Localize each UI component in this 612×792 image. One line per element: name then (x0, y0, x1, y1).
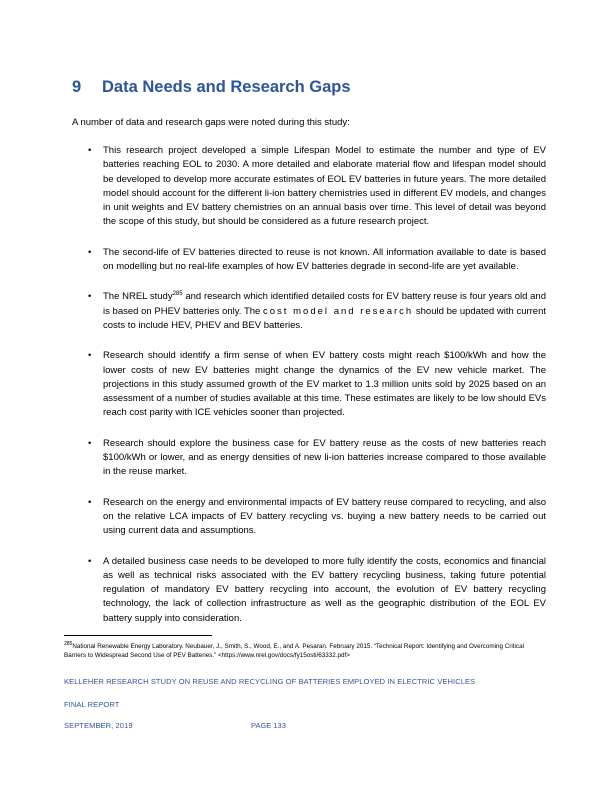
list-item-text: should be updated with current costs to include HEV, PHEV and BEV batteries. (103, 305, 547, 331)
bullet-glyph: • (88, 350, 92, 362)
running-footer-report: FINAL REPORT (64, 700, 120, 709)
section-heading (72, 78, 351, 97)
list-item (88, 246, 546, 275)
list-item (88, 437, 546, 480)
bullet-glyph: • (88, 291, 92, 303)
bullet-glyph: • (88, 437, 92, 449)
list-item (88, 496, 546, 539)
list-item (88, 349, 546, 420)
list-item (88, 555, 546, 626)
list-item-text: The second-life of EV batteries directed to reuse is not known. All information available to date is based on modelling but no real-life examples of how EV batteries degrade in second-life are yet available. (103, 246, 546, 273)
running-footer-title: KELLEHER RESEARCH STUDY ON REUSE AND RECYCLING OF BATTERIES EMPLOYED IN ELECTRIC VEHICLES (64, 677, 476, 686)
list-item-text: Research should identify a firm sense of when EV battery costs might reach $100/kWh and how the lower costs of new EV batteries might change the dynamics of the EV new vehicle market. The projections in this study assumed growth of the EV market to 1.3 million units sold by 2025 based on an assessment of a number of studies available at this time. These estimates are likely to be low should EVs reach cost parity with ICE vehicles sooner than projected. (103, 350, 546, 419)
running-footer-date: SEPTEMBER, 2019 (64, 721, 133, 730)
bullet-glyph: • (88, 496, 92, 508)
footnote-reference[interactable]: 285 (172, 291, 183, 298)
intro-paragraph: A number of data and research gaps were noted during this study: (72, 117, 350, 128)
research-gaps-list (88, 144, 546, 642)
list-item-text: Research should explore the business case for EV battery reuse as the costs of new batteries reach $100/kWh or lower, and as energy densities of new li-ion batteries increase compared to those available in the reuse market. (103, 437, 546, 478)
section-title: Data Needs and Research Gaps (102, 78, 351, 96)
page-number: PAGE 133 (251, 721, 286, 730)
list-item-text-spaced: cost model and research (263, 305, 414, 317)
list-item (88, 144, 546, 230)
footnote-number: 285 (64, 640, 73, 647)
footnote (64, 642, 544, 660)
footnote-text: National Renewable Energy Laboratory. Neubauer, J., Smith, S., Wood, E., and A. Pesaran. February 2015. “Technical Report: Identifying and Overcoming Critical Barriers to Widespread Second Use of PEV Batteries.” <https://www.nrel.gov/docs/fy15osti/63332.pdf> (64, 643, 524, 659)
list-item-text: and research which identified detailed costs for EV battery reuse is four years old and is based on PHEV batteries only. The (103, 291, 546, 317)
bullet-glyph: • (88, 145, 92, 156)
list-item-text: This research project developed a simple Lifespan Model to estimate the number and type of EV batteries reaching EOL to 2030. A more detailed and elaborate material flow and lifespan model should be developed to develop more accurate estimates of EOL EV batteries in future years. The more detailed model should account for the different li-ion battery chemistries used in different EV models, and changes in unit weights and EV battery chemistries on an annual basis over time. This level of detail was beyond the scope of this study, but should be considered as a future research project. (103, 145, 546, 228)
list-item (88, 290, 546, 333)
list-item-text: A detailed business case needs to be developed to more fully identify the costs, economics and financial as well as technical risks associated with the EV battery recycling business, taking future potential regulation of mandatory EV battery recycling into account, the evolution of EV battery recycling technology, the lack of collection infrastructure as well as the geographic distribution of the EOL EV battery supply into consideration. (103, 555, 546, 624)
list-item-text: The NREL study (103, 291, 173, 303)
bullet-glyph: • (88, 555, 92, 567)
section-number: 9 (72, 78, 82, 96)
footnote-divider (64, 635, 212, 636)
bullet-glyph: • (88, 246, 92, 258)
list-item-text: Research on the energy and environmental impacts of EV battery reuse compared to recycling, and also on the relative LCA impacts of EV battery recycling vs. buying a new battery needs to be carried out using current data and assumptions. (103, 496, 546, 537)
